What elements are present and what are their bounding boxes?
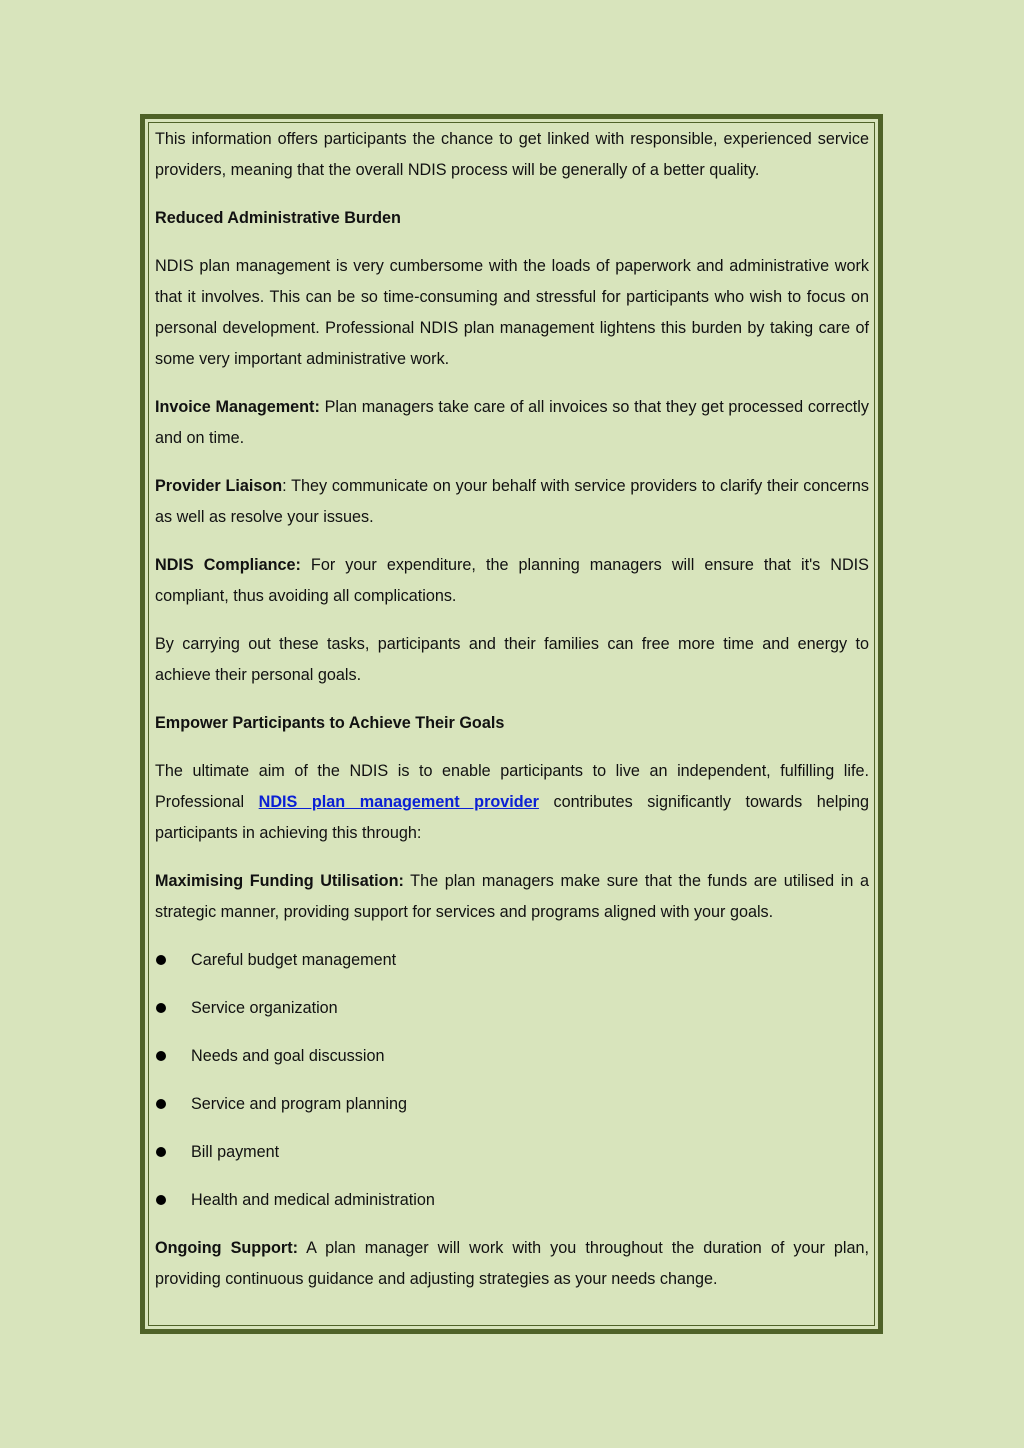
- list-item: [155, 945, 869, 976]
- provider-liaison-paragraph: [155, 471, 869, 533]
- funding-label: Maximising Funding Utilisation:: [155, 872, 404, 890]
- bullet-icon: [156, 1147, 166, 1157]
- document-body: [155, 124, 869, 1312]
- heading-empower: Empower Participants to Achieve Their Goals: [155, 714, 505, 732]
- bullet-icon: [156, 1051, 166, 1061]
- bullet-icon: [156, 955, 166, 965]
- ndis-provider-link[interactable]: NDIS plan management provider: [258, 793, 539, 811]
- list-item-label: Careful budget management: [191, 951, 397, 969]
- provider-liaison-text: : They communicate on your behalf with service providers to clarify their concerns as well as resolve your issues.: [155, 477, 869, 526]
- tasks-paragraph: By carrying out these tasks, participants and their families can free more time and energy to achieve their personal goals.: [155, 635, 869, 684]
- funding-paragraph: [155, 866, 869, 928]
- intro-paragraph: This information offers participants the chance to get linked with responsible, experienced service providers, meaning that the overall NDIS process will be generally of a better quality.: [155, 130, 869, 179]
- list-item: [155, 1137, 869, 1168]
- ndis-compliance-text: For your expenditure, the planning managers will ensure that it's NDIS compliant, thus avoiding all complications.: [155, 556, 869, 605]
- list-item-label: Needs and goal discussion: [191, 1047, 385, 1065]
- empower-text-after: contributes significantly towards helping participants in achieving this through:: [155, 793, 869, 842]
- invoice-management-label: Invoice Management:: [155, 398, 320, 416]
- list-item: [155, 1089, 869, 1120]
- ongoing-support-text: A plan manager will work with you throughout the duration of your plan, providing continuous guidance and adjusting strategies as your needs change.: [155, 1239, 869, 1288]
- list-item-label: Bill payment: [191, 1143, 280, 1161]
- list-item-label: Service organization: [191, 999, 338, 1017]
- services-list: [155, 945, 869, 1216]
- invoice-management-paragraph: [155, 392, 869, 454]
- ongoing-support-label: Ongoing Support:: [155, 1239, 298, 1257]
- list-item: [155, 1185, 869, 1216]
- funding-text: The plan managers make sure that the funds are utilised in a strategic manner, providing support for services and programs aligned with your goals.: [155, 872, 870, 921]
- heading-reduced-burden: Reduced Administrative Burden: [155, 209, 401, 227]
- list-item: [155, 1041, 869, 1072]
- bullet-icon: [156, 1003, 166, 1013]
- empower-text-before: The ultimate aim of the NDIS is to enable participants to live an independent, fulfilling life. Professional: [155, 762, 869, 811]
- bullet-icon: [156, 1099, 166, 1109]
- provider-liaison-label: Provider Liaison: [155, 477, 283, 495]
- list-item-label: Service and program planning: [191, 1095, 407, 1113]
- empower-paragraph: [155, 756, 869, 849]
- ndis-compliance-paragraph: [155, 550, 869, 612]
- invoice-management-text: Plan managers take care of all invoices so that they get processed correctly and on time.: [155, 398, 869, 447]
- list-item: [155, 993, 869, 1024]
- list-item-label: Health and medical administration: [191, 1191, 435, 1209]
- ongoing-support-paragraph: [155, 1233, 869, 1295]
- ndis-compliance-label: NDIS Compliance:: [155, 556, 301, 574]
- bullet-icon: [156, 1195, 166, 1205]
- reduced-burden-paragraph: NDIS plan management is very cumbersome with the loads of paperwork and administrative work that it involves. This can be so time-consuming and stressful for participants who wish to focus on personal development. Professional NDIS plan management lightens this burden by taking care of some very important administrative work.: [155, 257, 869, 368]
